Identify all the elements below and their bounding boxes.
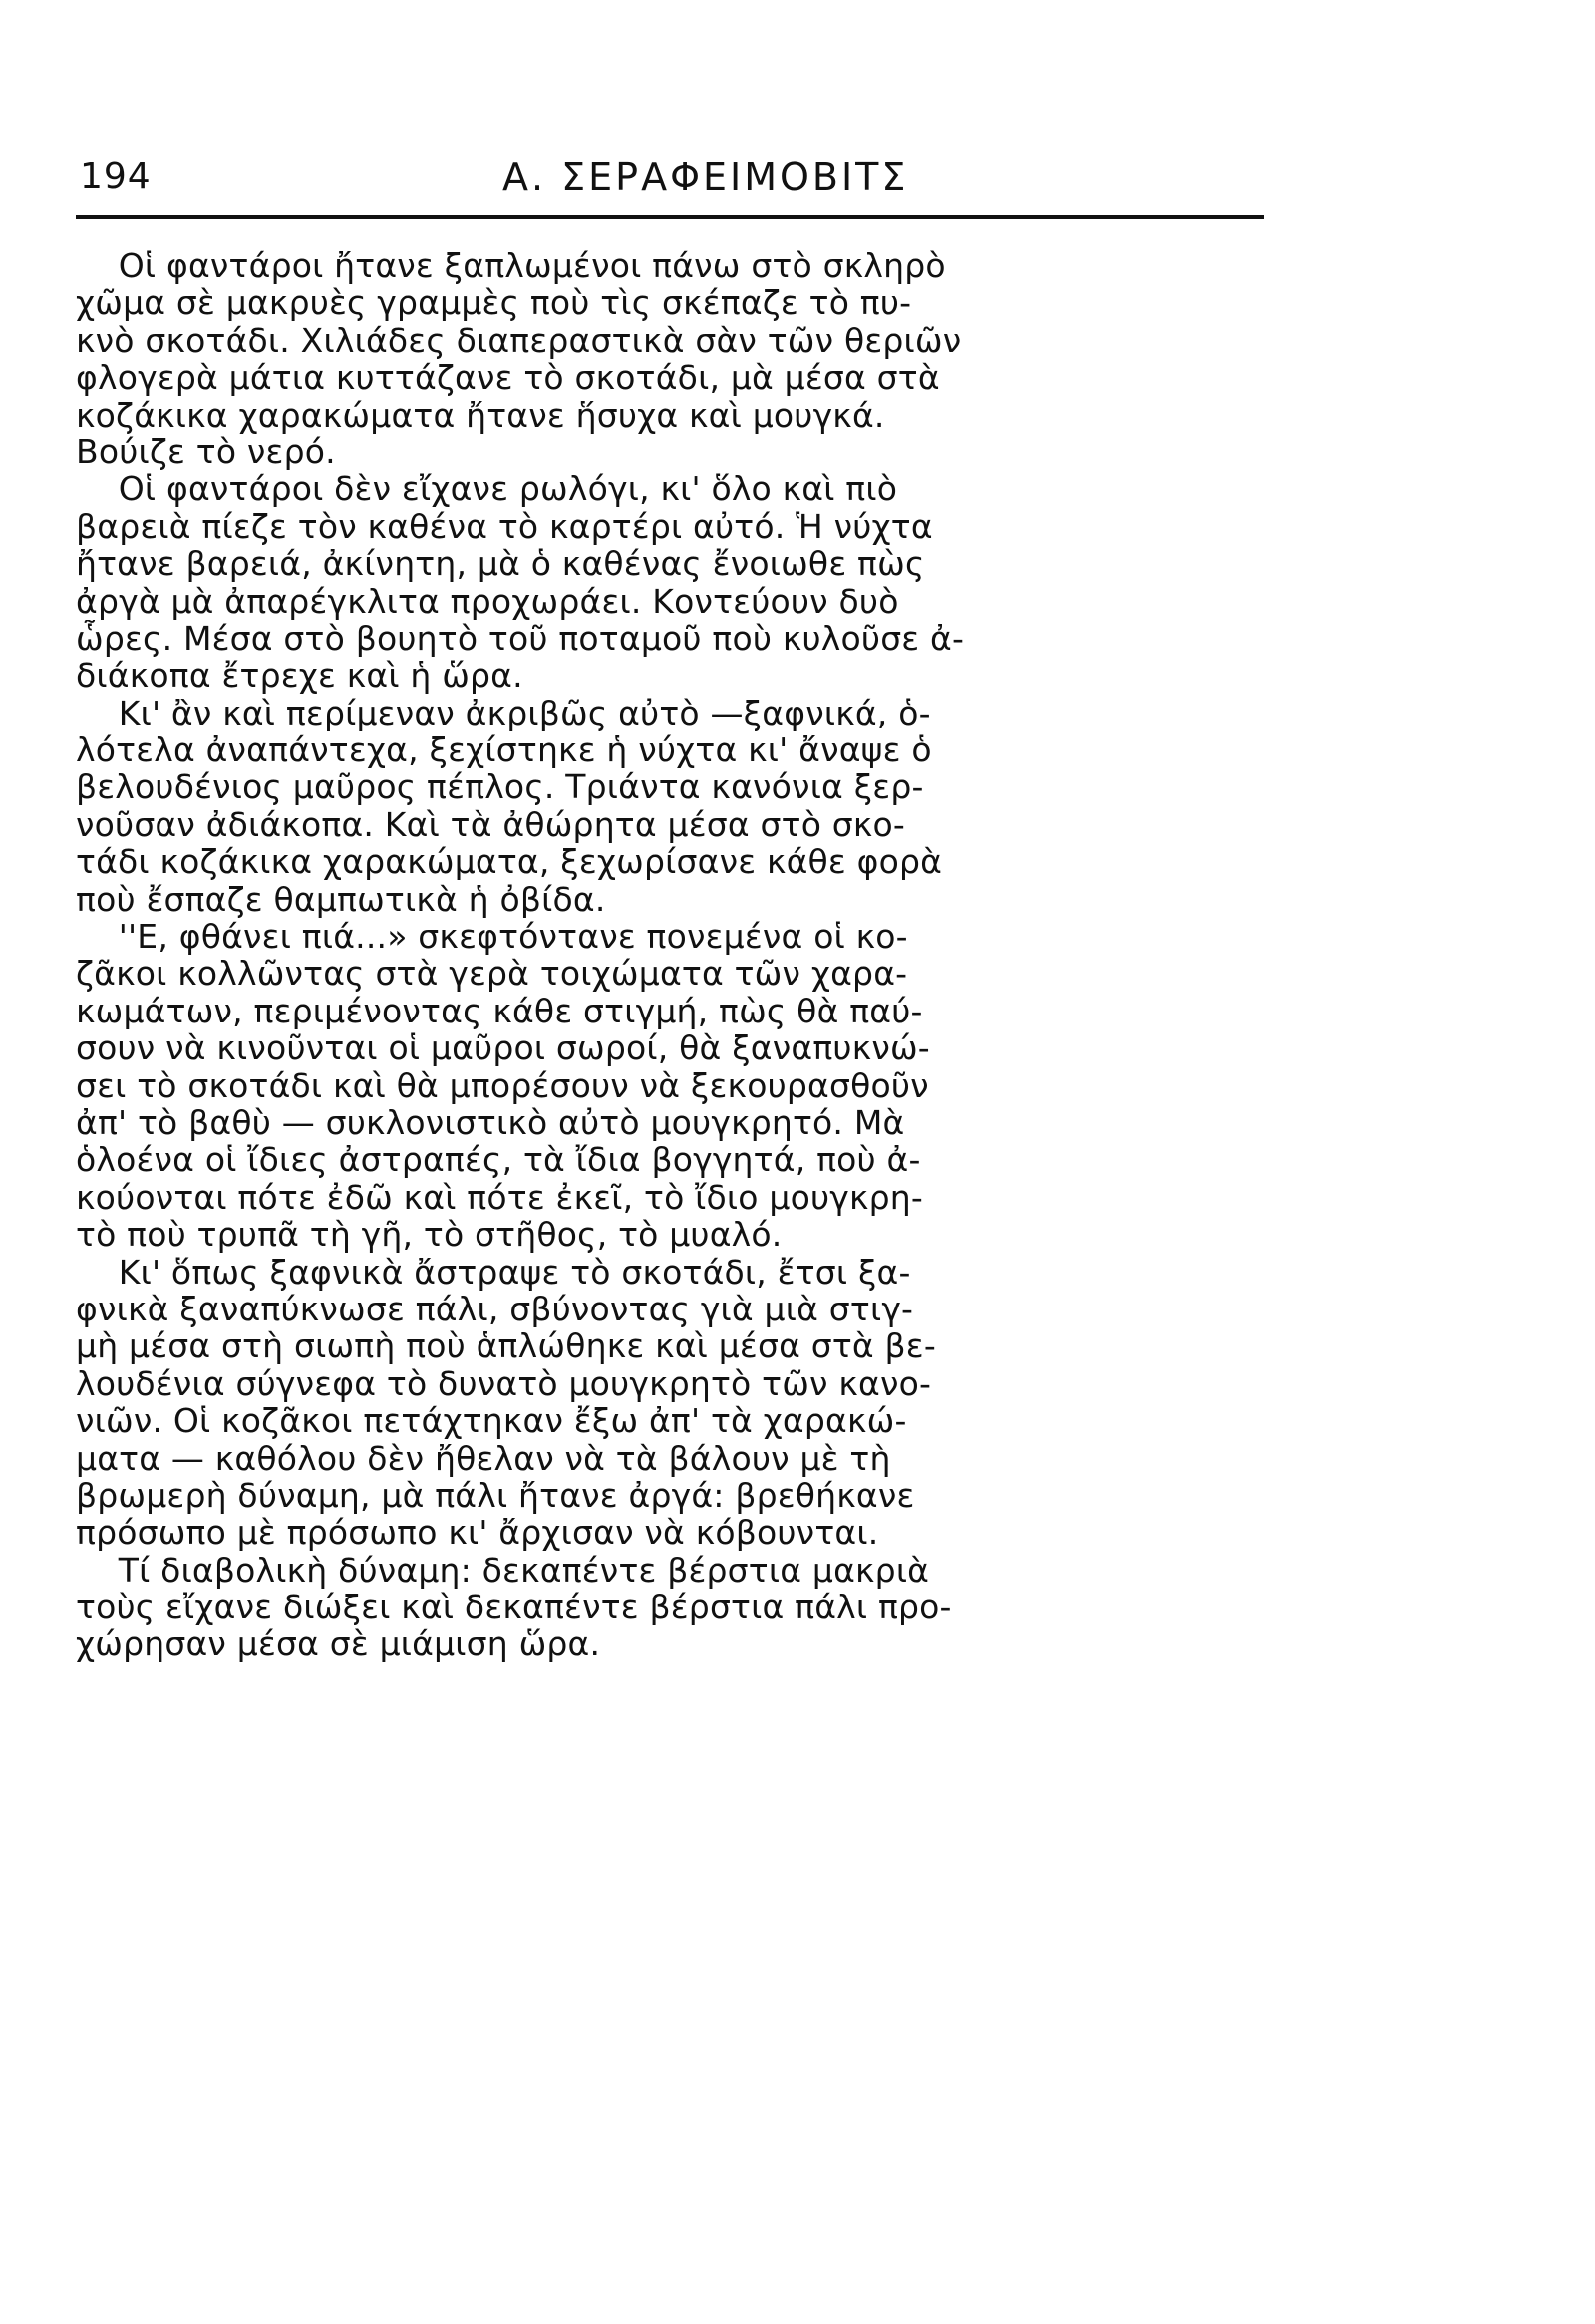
text-line: βελουδένιος μαῦρος πέπλος. Τριάντα κανόνια ξερ- <box>76 768 924 806</box>
text-line: βρωμερὴ δύναμη, μὰ πάλι ἤτανε ἀργά: βρεθήκανε <box>76 1476 915 1515</box>
text-line: ποὺ ἔσπαζε θαμπωτικὰ ἡ ὀβίδα. <box>76 880 606 919</box>
text-line: χῶμα σὲ μακρυὲς γραμμὲς ποὺ τὶς σκέπαζε τὸ πυ- <box>76 284 912 322</box>
text-line: σουν νὰ κινοῦνται οἱ μαῦροι σωροί, θὰ ξαναπυκνώ- <box>76 1029 930 1067</box>
text-line: βαρειὰ πίεζε τὸν καθένα τὸ καρτέρι αὐτό. Ἡ νύχτα <box>76 507 933 546</box>
text-line: ὧρες. Μέσα στὸ βουητὸ τοῦ ποταμοῦ ποὺ κυλοῦσε ἀ- <box>76 619 965 658</box>
text-line: ἀργὰ μὰ ἀπαρέγκλιτα προχωράει. Κοντεύουν δυὸ <box>76 582 899 620</box>
text-line: νιῶν. Οἱ κοζᾶκοι πετάχτηκαν ἔξω ἀπ' τὰ χαρακώ- <box>76 1402 907 1440</box>
text-line: τὸ ποὺ τρυπᾶ τὴ γῆ, τὸ στῆθος, τὸ μυαλό. <box>76 1216 783 1254</box>
text-line: φλογερὰ μάτια κυττάζανε τὸ σκοτάδι, μὰ μέσα στὰ <box>76 359 940 397</box>
text-line: Κι' ἂν καὶ περίμεναν ἀκριβῶς αὐτὸ —ξαφνικά, ὁ- <box>76 694 931 732</box>
text-line: ἤτανε βαρειά, ἀκίνητη, μὰ ὁ καθένας ἔνοιωθε πὼς <box>76 545 925 583</box>
text-line: Οἱ φαντάροι ἤτανε ξαπλωμένοι πάνω στὸ σκληρὸ <box>76 247 946 285</box>
text-line: μὴ μέσα στὴ σιωπὴ ποὺ ἁπλώθηκε καὶ μέσα στὰ βε- <box>76 1327 936 1365</box>
text-line: πρόσωπο μὲ πρόσωπο κι' ἄρχισαν νὰ κόβουνται. <box>76 1514 879 1552</box>
text-line: ''Ε, φθάνει πιά...» σκεφτόντανε πονεμένα οἱ κο- <box>76 918 908 956</box>
text-line: φνικὰ ξαναπύκνωσε πάλι, σβύνοντας γιὰ μιὰ στιγ- <box>76 1290 914 1328</box>
page-header <box>76 149 1264 219</box>
text-line: λότελα ἀναπάντεχα, ξεχίστηκε ἡ νύχτα κι' ἄναψε ὁ <box>76 731 932 769</box>
running-head: Α. ΣΕΡΑΦΕΙΜΟΒΙΤΣ <box>502 155 909 199</box>
text-line: κνὸ σκοτάδι. Χιλιάδες διαπεραστικὰ σὰν τῶν θεριῶν <box>76 321 962 360</box>
text-line: νοῦσαν ἀδιάκοπα. Καὶ τὰ ἀθώρητα μέσα στὸ σκο- <box>76 805 906 844</box>
text-line: Οἱ φαντάροι δὲν εἴχανε ρωλόγι, κι' ὅλο καὶ πιὸ <box>76 470 898 508</box>
text-line: διάκοπα ἔτρεχε καὶ ἡ ὥρα. <box>76 657 523 695</box>
text-line: ματα — καθόλου δὲν ἤθελαν νὰ τὰ βάλουν μὲ τὴ <box>76 1439 891 1477</box>
text-line: Κι' ὅπως ξαφνικὰ ἄστραψε τὸ σκοτάδι, ἔτσι ξα- <box>76 1253 911 1291</box>
text-line: τάδι κοζάκικα χαρακώματα, ξεχωρίσανε κάθε φορὰ <box>76 843 943 881</box>
text-line: χώρησαν μέσα σὲ μιάμιση ὥρα. <box>76 1625 601 1663</box>
text-line: Βούιζε τὸ νερό. <box>76 433 336 471</box>
text-line: κούονται πότε ἐδῶ καὶ πότε ἐκεῖ, τὸ ἴδιο μουγκρη- <box>76 1178 923 1217</box>
text-line: ἀπ' τὸ βαθὺ — συκλονιστικὸ αὐτὸ μουγκρητό. Μὰ <box>76 1103 905 1142</box>
text-line: ζᾶκοι κολλῶντας στὰ γερὰ τοιχώματα τῶν χαρα- <box>76 955 908 993</box>
text-line: σει τὸ σκοτάδι καὶ θὰ μπορέσουν νὰ ξεκουρασθοῦν <box>76 1066 929 1104</box>
text-line: ὁλοένα οἱ ἴδιες ἀστραπές, τὰ ἴδια βογγητά, ποὺ ἀ- <box>76 1141 921 1179</box>
text-line: κοζάκικα χαρακώματα ἤτανε ἥσυχα καὶ μουγκά. <box>76 396 885 434</box>
text-line: κωμάτων, περιμένοντας κάθε στιγμή, πὼς θὰ παύ- <box>76 992 923 1030</box>
body-text <box>76 247 1292 1663</box>
text-line: λουδένια σύγνεφα τὸ δυνατὸ μουγκρητὸ τῶν κανο- <box>76 1364 932 1403</box>
page-number: 194 <box>80 156 152 197</box>
text-line: Τί διαβολικὴ δύναμη: δεκαπέντε βέρστια μακριὰ <box>76 1551 930 1590</box>
text-line: τοὺς εἴχανε διώξει καὶ δεκαπέντε βέρστια πάλι προ- <box>76 1589 952 1626</box>
